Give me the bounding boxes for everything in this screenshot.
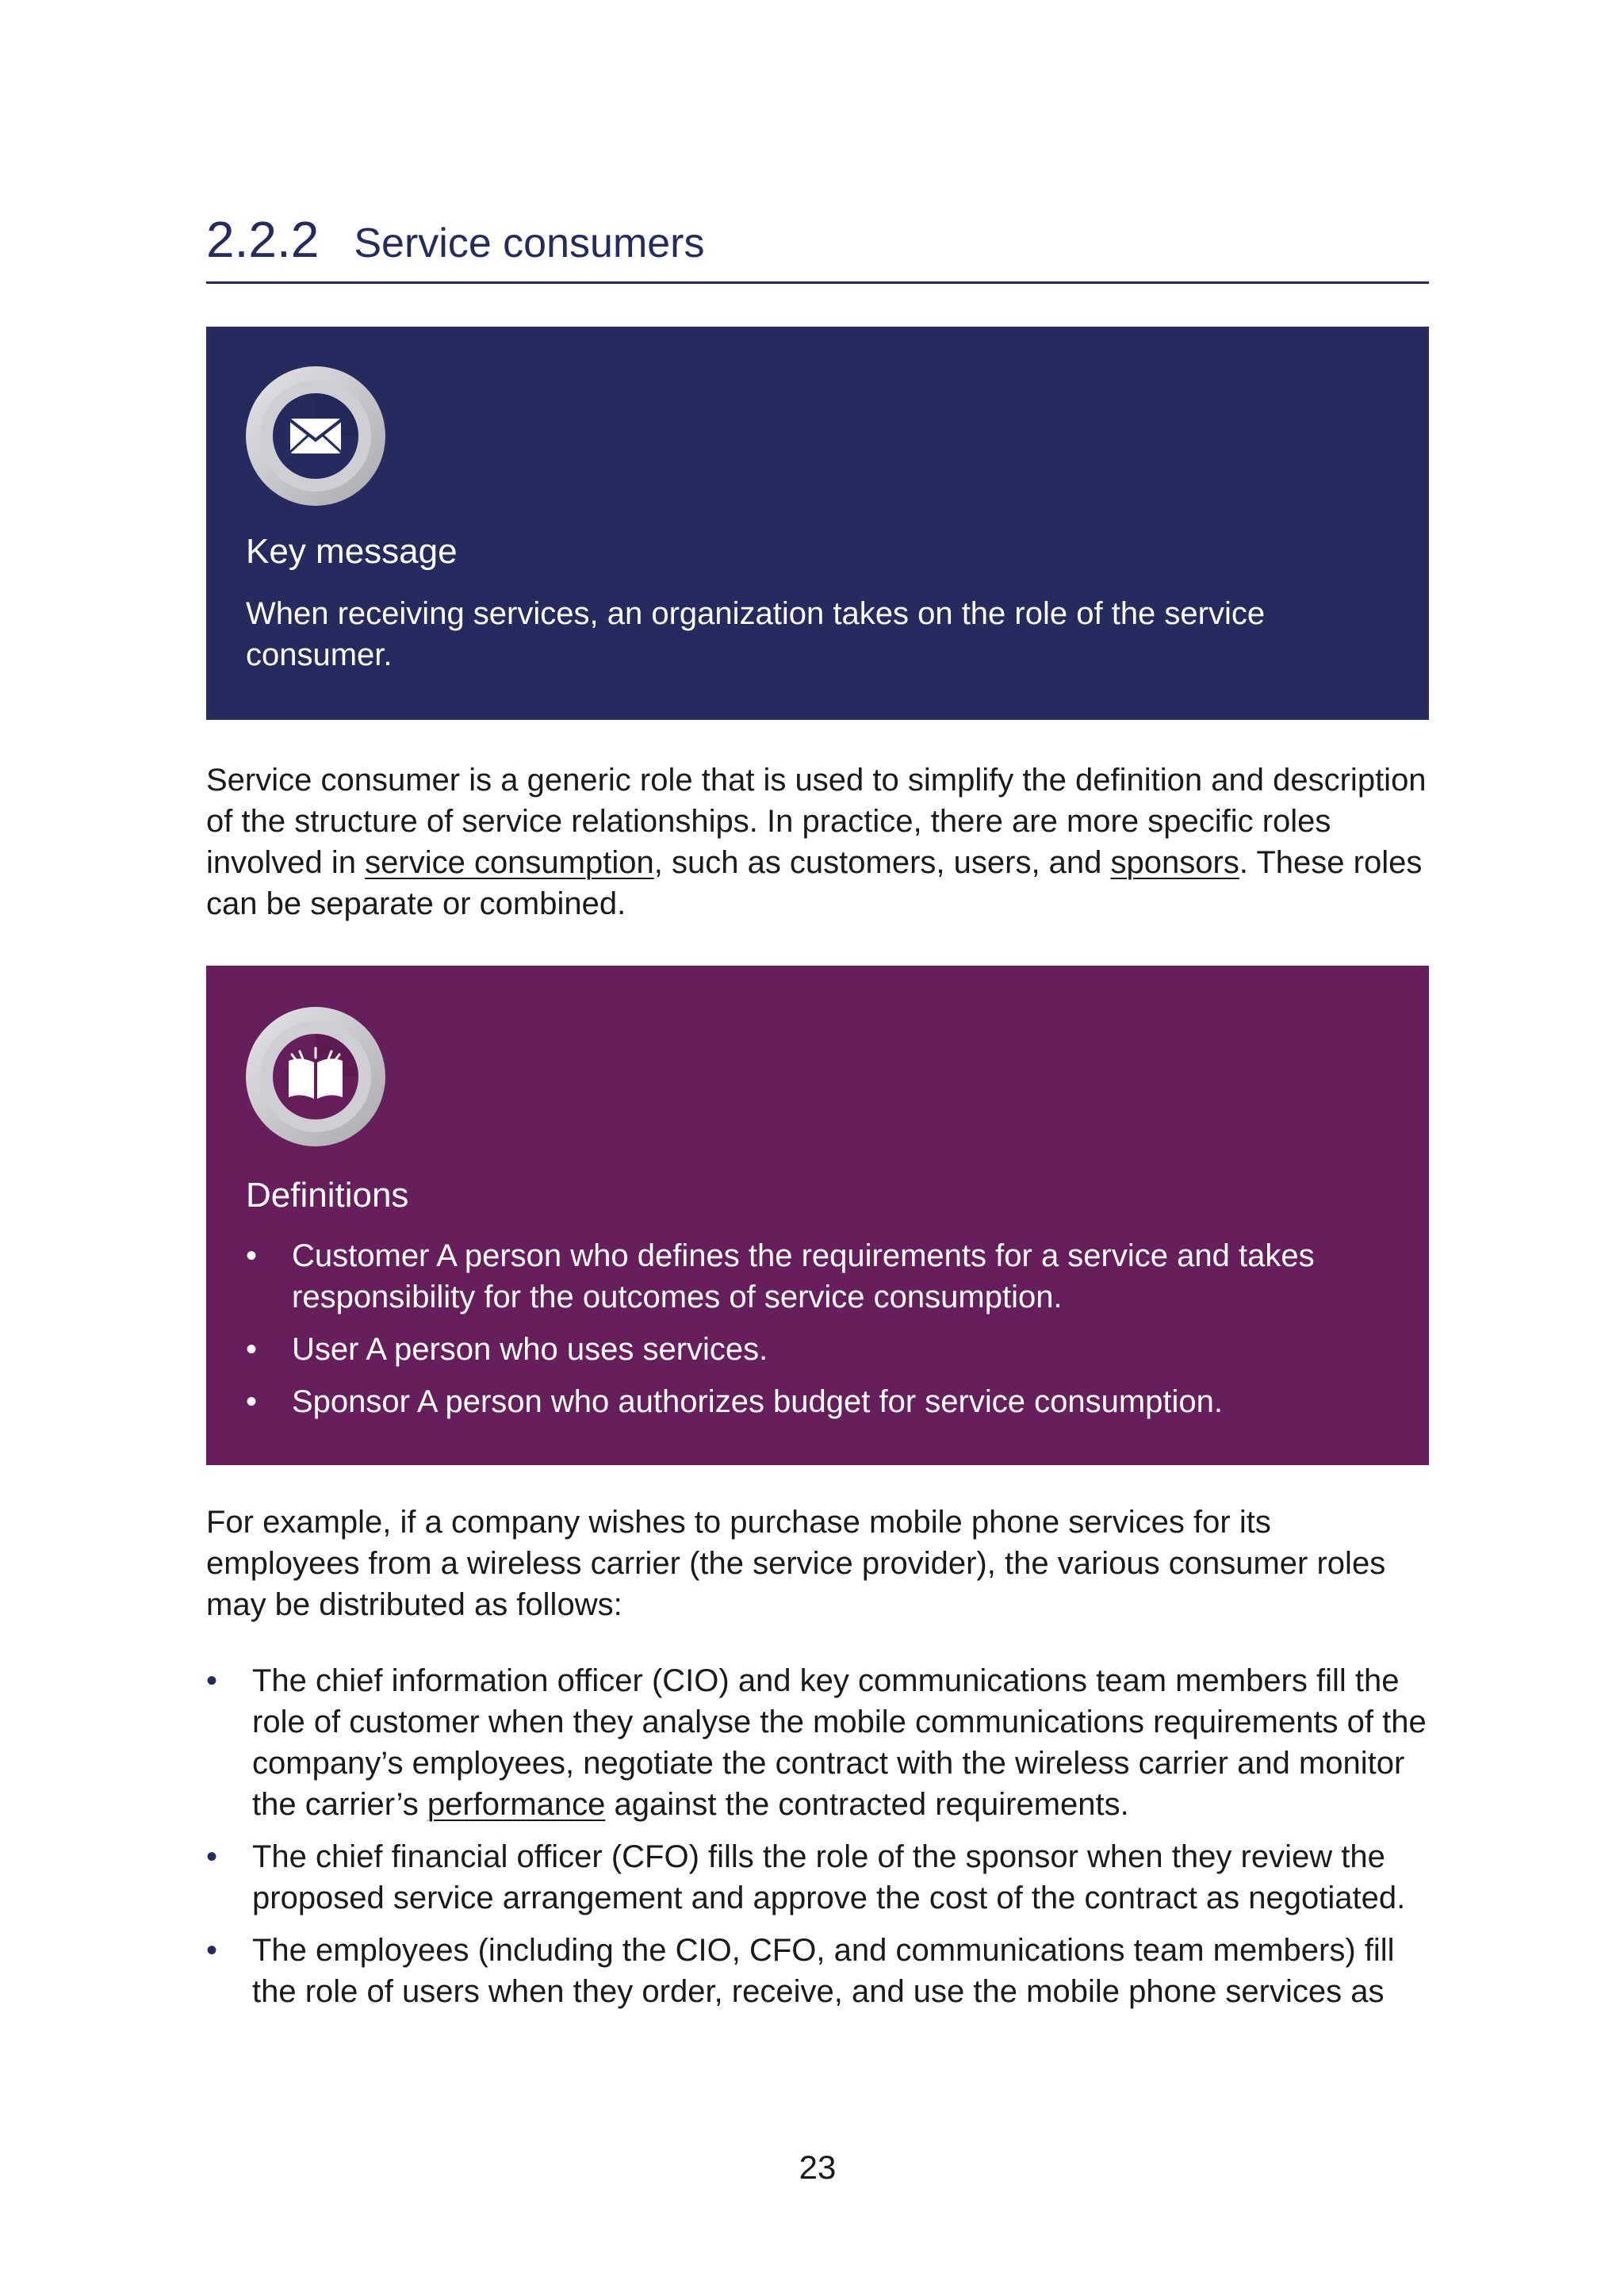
performance-link[interactable]: performance — [427, 1787, 606, 1822]
list-item — [206, 1660, 1429, 1825]
bullet: • — [206, 1663, 218, 1698]
open-book-icon — [244, 1005, 387, 1148]
list-item — [246, 1235, 1388, 1318]
example-item-cfo: The chief financial officer (CFO) fills the role of the sponsor when they review the proposed service arrangement and approve the cost of the contract as negotiated. — [252, 1839, 1406, 1915]
service-consumption-link[interactable]: service consumption — [365, 845, 654, 880]
intro-text-1: Service consumer is a generic role that is used to simplify the definition and description of the structure of service relationships. In practice, there are more specific roles involved in — [206, 763, 1427, 880]
example-list — [206, 1660, 1429, 2023]
definitions-title: Definitions — [246, 1176, 409, 1215]
page-number: 23 — [799, 2149, 837, 2186]
bullet: • — [246, 1384, 258, 1419]
list-item — [206, 1836, 1429, 1919]
intro-text-2: , such as customers, users, and — [653, 845, 1111, 880]
example-paragraph: For example, if a company wishes to purchase mobile phone services for its employees from a wireless carrier (the service provider), the various consumer roles may be distributed as follows: — [206, 1505, 1386, 1622]
intro-text-3: . These roles can be separate or combined. — [206, 845, 1423, 921]
definitions-callout — [206, 966, 1429, 1465]
section-heading — [206, 208, 1429, 284]
bullet: • — [206, 1933, 218, 1968]
key-message-callout — [206, 327, 1429, 720]
key-message-title: Key message — [246, 532, 458, 571]
example-item-cio-text: The chief information officer (CIO) and key communications team members fill the role of customer when they analyse the mobile communications requirements of the company’s employees, negotiate the contract with the wireless carrier and monitor the carrier’s — [252, 1663, 1427, 1822]
definition-customer: Customer A person who defines the requirements for a service and takes responsibility for the outcomes of service consumption. — [292, 1238, 1315, 1314]
definitions-list — [246, 1235, 1388, 1433]
example-item-cio-text-end: against the contracted requirements. — [605, 1787, 1129, 1822]
sponsors-link[interactable]: sponsors — [1110, 845, 1239, 880]
list-item — [206, 1930, 1429, 2012]
list-item — [246, 1381, 1388, 1422]
bullet: • — [206, 1839, 218, 1874]
bullet: • — [246, 1238, 258, 1273]
section-title: Service consumers — [354, 220, 705, 266]
definition-user: User A person who uses services. — [292, 1332, 768, 1367]
key-message-text: When receiving services, an organization takes on the role of the service consumer. — [246, 596, 1266, 672]
definition-sponsor: Sponsor A person who authorizes budget for service consumption. — [292, 1384, 1224, 1419]
bullet: • — [246, 1332, 258, 1367]
list-item — [246, 1329, 1388, 1370]
example-item-employees: The employees (including the CIO, CFO, and communications team members) fill the role of users when they order, receive, and use the mobile phone services as — [252, 1933, 1395, 2009]
intro-paragraph — [206, 760, 1429, 924]
envelope-icon — [244, 365, 387, 507]
section-number: 2.2.2 — [206, 211, 320, 268]
